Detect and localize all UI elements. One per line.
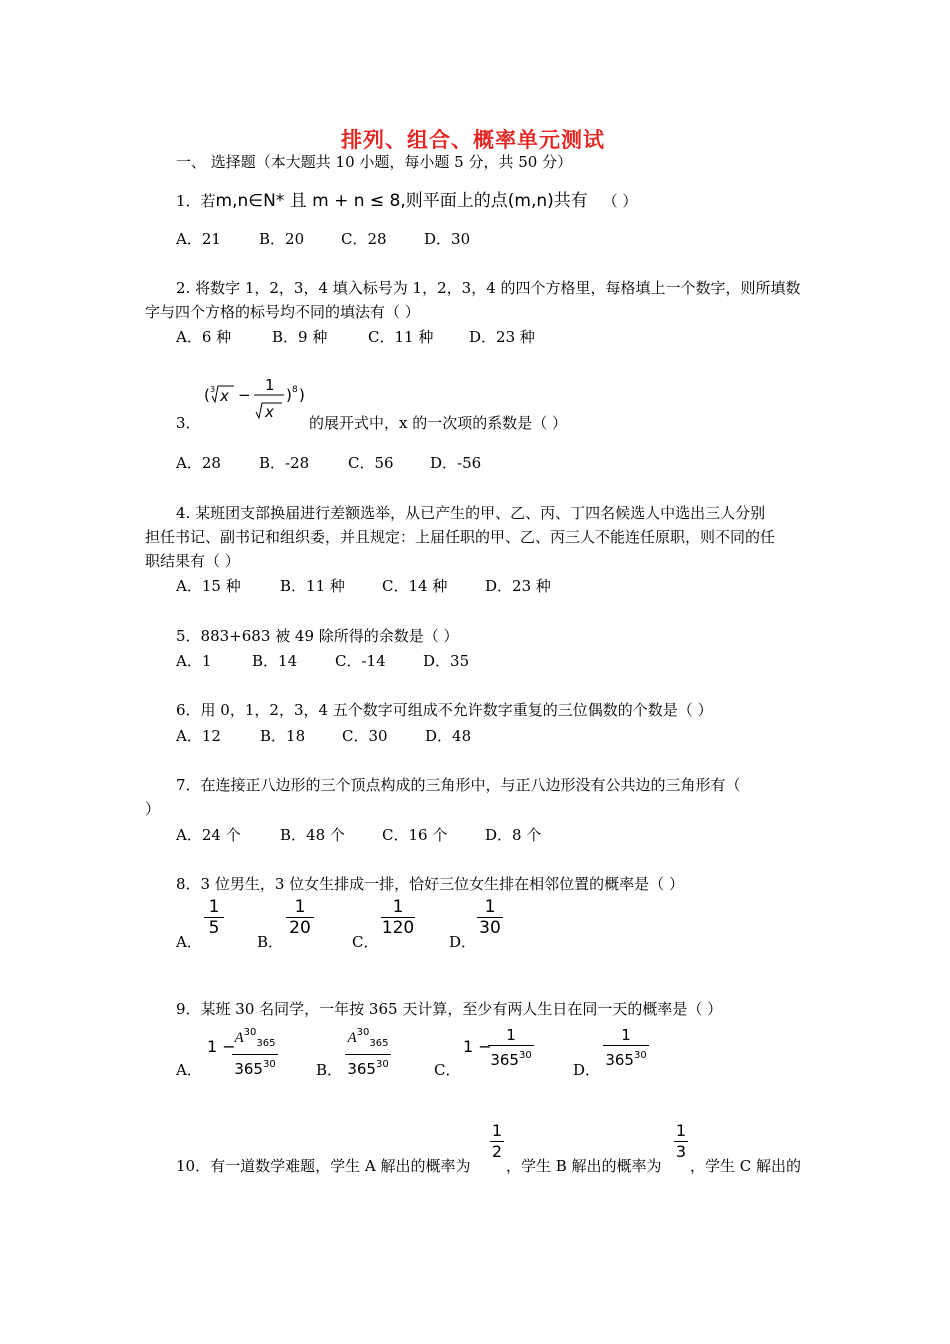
- q6-option-a[interactable]: A．12: [176, 727, 221, 745]
- q9-option-b-fraction: [345, 1023, 391, 1079]
- q9-a-one: 1: [207, 1037, 218, 1056]
- q6-text: 6．用 0，1，2，3，4 五个数字可组成不允许数字重复的三位偶数的个数是（ ）: [176, 701, 713, 719]
- q8-option-c-label[interactable]: C．: [352, 933, 379, 951]
- q2-line-2: 字与四个方格的标号均不同的填法有（ ）: [145, 303, 420, 321]
- q3-option-a[interactable]: A．28: [176, 454, 221, 472]
- q4-option-b[interactable]: B．11 种: [280, 577, 345, 595]
- q2-option-b[interactable]: B．9 种: [272, 328, 328, 346]
- q4-line-1: 4. 某班团支部换届进行差额选举，从已产生的甲、乙、丙、丁四名候选人中选出三人分别: [176, 504, 766, 522]
- q1-option-a[interactable]: A．21: [176, 230, 221, 248]
- q1-answer-blank: （ ）: [602, 192, 638, 210]
- q8-d-denominator: 30: [477, 917, 503, 938]
- q9-c-numerator: 1: [506, 1026, 516, 1044]
- q8-option-a-label[interactable]: A．: [176, 933, 202, 951]
- svg-text:1: 1: [265, 376, 275, 394]
- svg-text:): ): [286, 386, 292, 404]
- q9-option-a-fraction: [232, 1023, 278, 1079]
- q9-a-A-sub: 365: [256, 1038, 276, 1049]
- q3-option-c[interactable]: C．56: [348, 454, 394, 472]
- q8-a-denominator: 5: [204, 917, 224, 938]
- q9-d-numerator: 1: [621, 1026, 631, 1044]
- q8-a-numerator: 1: [208, 897, 220, 917]
- q6-options: [176, 725, 471, 746]
- svg-text:8: 8: [292, 385, 298, 395]
- q2-option-a[interactable]: A．6 种: [176, 328, 232, 346]
- q5-option-b[interactable]: B．14: [252, 652, 298, 670]
- q8-c-numerator: 1: [392, 897, 404, 917]
- svg-text:): ): [299, 386, 305, 404]
- q4-line-3: 职结果有（ ）: [145, 552, 240, 570]
- q10-frac2-denominator: 3: [675, 1142, 687, 1161]
- q2-option-d[interactable]: D．23 种: [469, 328, 535, 346]
- q3-text: 的展开式中，x 的一次项的系数是（ ）: [309, 414, 567, 432]
- q1-options: [176, 228, 470, 249]
- q7-line-2: ）: [145, 800, 161, 818]
- svg-text:x: x: [220, 387, 229, 405]
- q8-b-numerator: 1: [294, 897, 306, 917]
- q10-part-1: 10．有一道数学难题，学生 A 解出的概率为: [176, 1157, 471, 1175]
- q4-option-c[interactable]: C．14 种: [382, 577, 448, 595]
- q10-frac1-numerator: 1: [491, 1121, 503, 1140]
- q2-line-1: 2. 将数字 1，2，3，4 填入标号为 1，2，3，4 的四个方格里，每格填上一个数字，则所填数: [176, 279, 801, 297]
- q10-part-3: ，学生 C 解出的: [690, 1157, 802, 1175]
- q1-number: 1．若: [176, 192, 216, 210]
- q5-option-d[interactable]: D．35: [423, 652, 470, 670]
- q9-c-one: 1: [463, 1037, 474, 1056]
- q7-line-1: 7．在连接正八边形的三个顶点构成的三角形中，与正八边形没有公共边的三角形有（: [176, 776, 741, 794]
- q1-expression: m,n∈N* 且 m + n ≤ 8,则平面上的点(m,n)共有: [215, 191, 588, 211]
- q7-option-a[interactable]: A．24 个: [176, 826, 241, 844]
- q3-options: [176, 452, 481, 473]
- q8-option-b-fraction: [286, 897, 314, 938]
- q3-option-d[interactable]: D．-56: [430, 454, 482, 472]
- q9-option-d-label[interactable]: D．: [573, 1061, 601, 1079]
- q2-options: [176, 326, 535, 347]
- q8-option-c-fraction: [381, 897, 415, 938]
- q4-line-2: 担任书记、副书记和组织委，并且规定：上届任职的甲、乙、丙三人不能连任原职，则不同的任: [145, 528, 776, 546]
- q7-options: [176, 824, 541, 845]
- q9-c-exp: 30: [518, 1050, 532, 1061]
- q5-option-a[interactable]: A．1: [176, 652, 212, 670]
- svg-text:x: x: [265, 403, 274, 421]
- q9-a-exp: 30: [262, 1059, 276, 1070]
- q8-option-d-fraction: [477, 897, 503, 938]
- q9-a-A-sup: 30: [243, 1027, 257, 1038]
- q8-text: 8．3 位男生，3 位女生排成一排，恰好三位女生排在相邻位置的概率是（ ）: [176, 875, 684, 893]
- q3-formula-graphic: [204, 374, 314, 426]
- q8-option-a-fraction: [204, 897, 224, 938]
- q9-c-base: 365: [490, 1051, 519, 1069]
- q8-option-b-label[interactable]: B．: [257, 933, 284, 951]
- q5-option-c[interactable]: C．-14: [335, 652, 386, 670]
- q10-part-2: ，学生 B 解出的概率为: [506, 1157, 662, 1175]
- q8-d-numerator: 1: [484, 897, 496, 917]
- q9-b-A-sub: 365: [369, 1038, 389, 1049]
- q6-option-c[interactable]: C．30: [342, 727, 388, 745]
- q4-option-a[interactable]: A．15 种: [176, 577, 241, 595]
- q8-b-denominator: 20: [286, 917, 314, 938]
- q10-frac1-denominator: 2: [491, 1142, 503, 1161]
- q9-b-A: A: [347, 1030, 357, 1046]
- q9-option-c-fraction: [488, 1025, 534, 1070]
- section-header: 一、 选择题（本大题共 10 小题，每小题 5 分，共 50 分）: [176, 153, 573, 171]
- svg-text:3: 3: [210, 385, 216, 394]
- q1-option-c[interactable]: C．28: [341, 230, 387, 248]
- q10-frac2-numerator: 1: [675, 1121, 687, 1140]
- q4-option-d[interactable]: D．23 种: [485, 577, 551, 595]
- svg-text:−: −: [238, 386, 251, 404]
- q9-a-minus: −: [222, 1037, 236, 1056]
- q7-option-b[interactable]: B．48 个: [280, 826, 345, 844]
- q6-option-d[interactable]: D．48: [425, 727, 472, 745]
- q3-option-b[interactable]: B．-28: [259, 454, 310, 472]
- q1-option-d[interactable]: D．30: [424, 230, 471, 248]
- q9-a-A: A: [234, 1030, 244, 1046]
- q9-c-minus: −: [478, 1037, 492, 1056]
- q9-option-c-label[interactable]: C．: [434, 1061, 461, 1079]
- q9-d-exp: 30: [633, 1050, 647, 1061]
- question-1: [176, 186, 637, 211]
- q9-b-exp: 30: [375, 1059, 389, 1070]
- q8-c-denominator: 120: [381, 918, 415, 938]
- q1-option-b[interactable]: B．20: [259, 230, 305, 248]
- q9-text: 9．某班 30 名同学，一年按 365 天计算，至少有两人生日在同一天的概率是（ ）: [176, 1000, 723, 1018]
- q4-options: [176, 575, 551, 596]
- q9-b-base: 365: [347, 1060, 376, 1078]
- q9-option-b-label[interactable]: B．: [316, 1061, 343, 1079]
- q7-option-c[interactable]: C．16 个: [382, 826, 448, 844]
- q9-d-base: 365: [605, 1051, 634, 1069]
- q8-option-d-label[interactable]: D．: [449, 933, 477, 951]
- q5-text: 5．883+683 被 49 除所得的余数是（ ）: [176, 627, 459, 645]
- q3-expression: [204, 374, 314, 426]
- q3-number: 3．: [176, 414, 201, 432]
- q9-option-d-fraction: [603, 1025, 649, 1070]
- q9-b-A-sup: 30: [356, 1027, 370, 1038]
- q6-option-b[interactable]: B．18: [260, 727, 306, 745]
- svg-text:(: (: [204, 386, 210, 404]
- q2-option-c[interactable]: C．11 种: [368, 328, 434, 346]
- q9-option-a-label[interactable]: A．: [176, 1061, 202, 1079]
- q5-options: [176, 650, 469, 671]
- page-title: 排列、组合、概率单元测试: [341, 128, 605, 152]
- q7-option-d[interactable]: D．8 个: [485, 826, 542, 844]
- q9-a-base: 365: [234, 1060, 263, 1078]
- q10-fraction-1: [490, 1121, 504, 1162]
- q10-fraction-2: [674, 1121, 688, 1162]
